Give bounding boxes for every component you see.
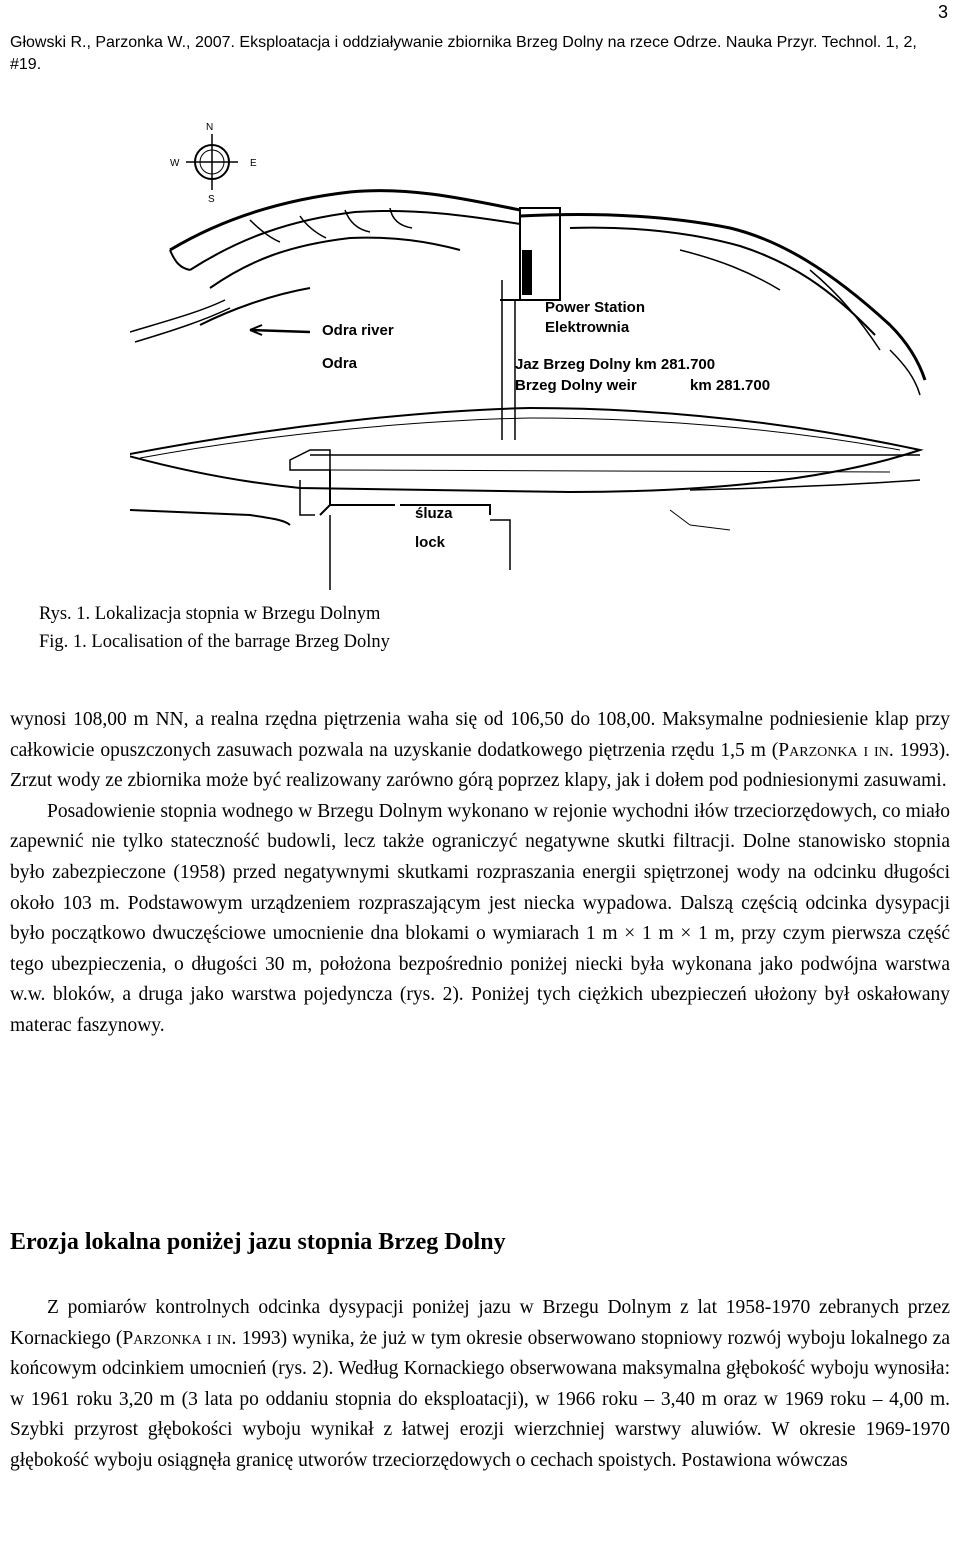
figure-caption [39, 600, 390, 656]
body-text-section-2 [10, 1293, 950, 1477]
paragraph-1: wynosi 108,00 m NN, a realna rzędna piętrzenia waha się od 106,50 do 108,00. Maksymalne podniesienie klap przy całkowicie opuszczonych zasuwach pozwala na uzyskanie dodatkowego piętrzenia rzędu 1,5 m (Parzonka i in. 1993). Zrzut wody ze zbiornika może być realizowany zarówno górą poprzez klapy, jak i dołem pod podniesionymi zasuwami. [10, 709, 950, 792]
compass-w: W [170, 158, 180, 169]
label-river-en: Odra river [322, 322, 394, 339]
caption-en: Fig. 1. Localisation of the barrage Brzeg Dolny [39, 632, 390, 652]
compass-n: N [206, 122, 214, 133]
compass-e: E [250, 158, 257, 169]
label-lock-pl: śluza [415, 505, 453, 522]
compass-icon [186, 134, 238, 190]
body-text-section-1 [10, 705, 950, 1042]
label-power-station-pl: Elektrownia [545, 319, 630, 336]
label-weir-en: Brzeg Dolny weir [515, 377, 637, 394]
citation-parzonka: Parzonka i in. [778, 739, 894, 761]
paragraph-3: Z pomiarów kontrolnych odcinka dysypacji poniżej jazu w Brzegu Dolnym z lat 1958-1970 zebranych przez Kornackiego (Parzonka i in. 1993) wynika, że już w tym okresie obserwowano stopniowy rozwój wyboju lokalnego za końcowym odcinkiem umocnień (rys. 2). Według Kornackiego obserwowana maksymalna głębokość wyboju wynosiła: w 1961 roku 3,20 m (3 lata po oddaniu stopnia do eksploatacji), w 1966 roku – 3,40 m oraz w 1969 roku – 4,00 m. Szybki przyrost głębokości wyboju wynikał z łatwej erozji wierzchniej warstwy aluwiów. W okresie 1969-1970 głębokość wyboju osiągnęła granicę utworów trzeciorzędowych o cechach spoistych. Postawiona wówczas [10, 1297, 950, 1471]
citation-parzonka-2: Parzonka i in. [122, 1327, 237, 1349]
section-heading: Erozja lokalna poniżej jazu stopnia Brzeg Dolny [10, 1229, 506, 1255]
label-weir-pl: Jaz Brzeg Dolny km 281.700 [515, 356, 716, 373]
paragraph-2: Posadowienie stopnia wodnego w Brzegu Dolnym wykonano w rejonie wychodni iłów trzeciorzędowych, co miało zapewnić nie tylko stateczność budowli, lecz także ograniczyć negatywne skutki filtracji. Dolne stanowisko stopnia było zabezpieczone (1958) przed negatywnymi skutkami rozpraszania energii spiętrzonej wody na odcinku długości około 103 m. Podstawowym urządzeniem rozpraszającym jest niecka wypadowa. Dalszą częścią odcinka dysypacji było początkowo dwuczęściowe umocnienie dna blokami o wymiarach 1 m × 1 m × 1 m, przy czym pierwsza część tego ubezpieczenia, o długości 30 m, położona bezpośrednio poniżej niecki była wykonana jako podwójna warstwa w.w. bloków, a druga jako warstwa pojedyncza (rys. 2). Poniżej tych ciężkich ubezpieczeń ułożony był oskałowany materac faszynowy. [10, 800, 950, 1036]
label-weir-km: km 281.700 [690, 377, 771, 394]
citation-header: Głowski R., Parzonka W., 2007. Eksploatacja i oddziaływanie zbiornika Brzeg Dolny na rzece Odrze. Nauka Przyr. Technol. 1, 2, #19. [10, 34, 917, 73]
label-lock-en: lock [415, 534, 446, 551]
label-river-pl: Odra [322, 355, 358, 372]
figure-map [130, 120, 930, 590]
label-power-station-en: Power Station [545, 299, 646, 316]
compass-s: S [208, 194, 215, 205]
caption-pl: Rys. 1. Lokalizacja stopnia w Brzegu Dolnym [39, 604, 381, 624]
barrage-plan-drawing [130, 120, 930, 590]
page-number: 3 [937, 2, 948, 22]
